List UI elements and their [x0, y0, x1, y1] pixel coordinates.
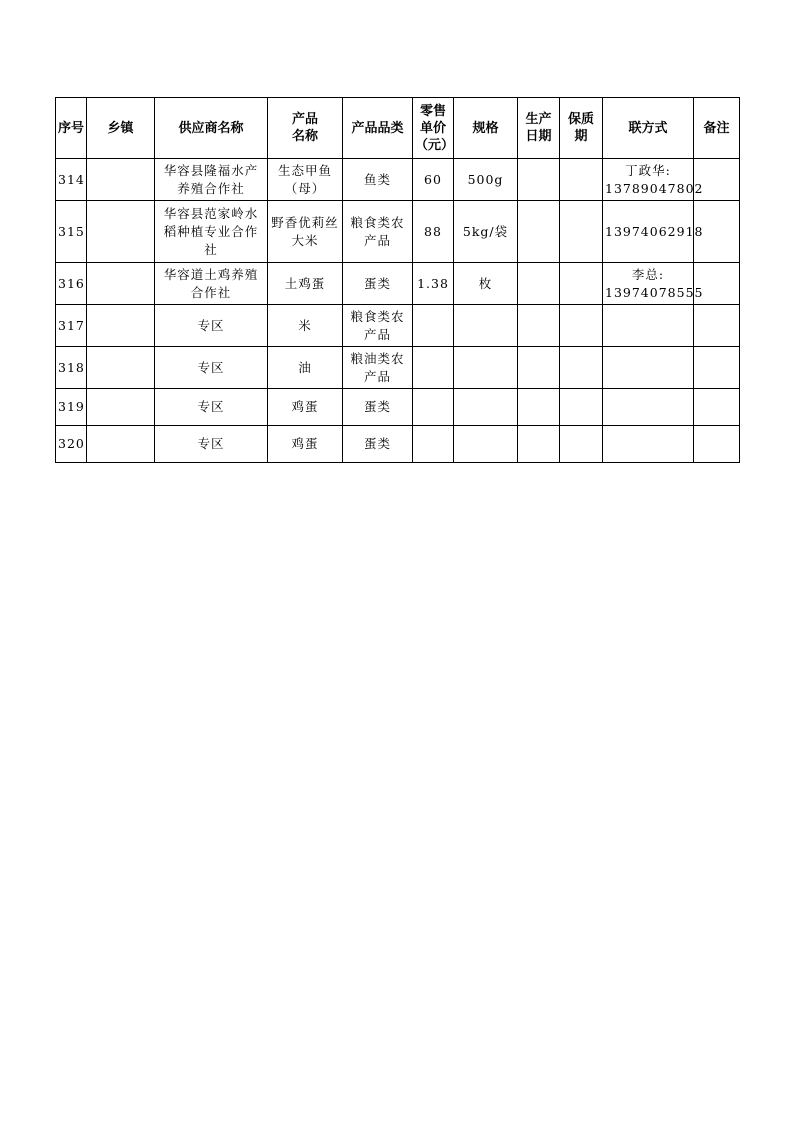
cell-prod-date — [518, 347, 560, 389]
cell-contact — [603, 389, 694, 426]
cell-supplier-line: 稻种植专业合作 — [163, 223, 259, 239]
cell-contact-line: 丁政华: — [625, 162, 671, 178]
cell-product-line: 鸡蛋 — [291, 399, 319, 414]
header-town: 乡镇 — [87, 98, 155, 159]
cell-contact — [603, 263, 704, 305]
table-row — [56, 201, 740, 263]
cell-price — [413, 305, 454, 347]
header-price-line: 单价 — [419, 120, 446, 136]
cell-category-line: 粮油类农 — [350, 350, 405, 366]
cell-category — [343, 347, 413, 389]
table-row — [56, 159, 740, 201]
header-shelf-life — [560, 98, 603, 159]
cell-product — [268, 305, 343, 347]
cell-category-line: 粮食类农 — [350, 214, 405, 230]
cell-product — [268, 159, 343, 201]
cell-product-line: 野香优莉丝 — [271, 214, 339, 230]
cell-supplier — [155, 305, 268, 347]
cell-category-line: 产品 — [363, 232, 391, 248]
cell-price — [413, 426, 454, 463]
cell-supplier-line: 专区 — [197, 359, 225, 375]
header-prod-date-line: 生产 — [525, 112, 552, 127]
cell-shelf-life — [560, 201, 603, 263]
cell-shelf-life — [560, 347, 603, 389]
cell-prod-date — [518, 305, 560, 347]
cell-price: 60 — [413, 159, 454, 201]
cell-town — [87, 201, 155, 263]
cell-product-line: 米 — [298, 317, 312, 333]
cell-prod-date — [518, 201, 560, 263]
table-row — [56, 389, 740, 426]
cell-seq: 316 — [56, 263, 87, 305]
cell-spec — [454, 305, 518, 347]
cell-category — [343, 263, 413, 305]
cell-product — [268, 347, 343, 389]
cell-prod-date — [518, 159, 560, 201]
header-shelf-life-line: 保质 — [567, 112, 594, 127]
cell-spec: 500g — [454, 159, 518, 201]
cell-remark — [694, 305, 740, 347]
cell-category — [343, 426, 413, 463]
cell-town — [87, 347, 155, 389]
cell-contact-line: 13974078555 — [605, 284, 704, 300]
cell-spec: 5kg/袋 — [454, 201, 518, 263]
table-row — [56, 347, 740, 389]
cell-contact — [603, 159, 704, 201]
cell-contact-line: 13974062918 — [605, 223, 704, 239]
cell-seq: 320 — [56, 426, 87, 463]
cell-supplier — [155, 426, 268, 463]
cell-seq: 314 — [56, 159, 87, 201]
cell-category-line: 鱼类 — [363, 171, 391, 187]
header-prod-date-line: 日期 — [525, 129, 552, 144]
cell-town — [87, 159, 155, 201]
cell-contact — [603, 347, 694, 389]
cell-supplier-line: 专区 — [197, 399, 225, 414]
cell-remark — [694, 426, 740, 463]
table-body — [56, 159, 740, 463]
cell-supplier-line: 华容县范家岭水 — [163, 205, 259, 221]
cell-seq: 317 — [56, 305, 87, 347]
cell-seq: 318 — [56, 347, 87, 389]
cell-category — [343, 159, 413, 201]
cell-supplier — [155, 347, 268, 389]
cell-shelf-life — [560, 159, 603, 201]
cell-prod-date — [518, 426, 560, 463]
header-product-name-line: 名称 — [291, 129, 318, 144]
header-product-name — [268, 98, 343, 159]
cell-contact-line: 13789047802 — [605, 180, 704, 196]
cell-supplier — [155, 201, 268, 263]
cell-prod-date — [518, 389, 560, 426]
cell-product — [268, 389, 343, 426]
cell-remark — [694, 389, 740, 426]
table-row — [56, 426, 740, 463]
cell-product — [268, 426, 343, 463]
cell-shelf-life — [560, 426, 603, 463]
cell-remark — [694, 347, 740, 389]
header-shelf-life-line: 期 — [574, 129, 588, 144]
cell-category — [343, 389, 413, 426]
cell-contact — [603, 426, 694, 463]
cell-product-line: 大米 — [291, 232, 319, 248]
header-price-line: 零售 — [419, 103, 446, 119]
header-price — [413, 98, 454, 159]
cell-shelf-life — [560, 305, 603, 347]
cell-product — [268, 263, 343, 305]
supplier-table — [55, 97, 740, 463]
header-seq: 序号 — [56, 98, 87, 159]
cell-category-line: 产品 — [363, 368, 391, 384]
cell-supplier-line: 华容县隆福水产 — [163, 162, 259, 178]
cell-category-line: 蛋类 — [363, 399, 391, 414]
table-row — [56, 305, 740, 347]
cell-supplier-line: 社 — [204, 241, 218, 257]
cell-product-line: 生态甲鱼 — [277, 162, 332, 178]
cell-contact — [603, 201, 704, 263]
cell-supplier-line: 专区 — [197, 436, 225, 451]
header-supplier: 供应商名称 — [155, 98, 268, 159]
cell-town — [87, 305, 155, 347]
cell-supplier-line: 华容道土鸡养殖 — [163, 266, 259, 282]
cell-category-line: 蛋类 — [363, 436, 391, 451]
cell-price — [413, 389, 454, 426]
cell-spec — [454, 389, 518, 426]
cell-spec — [454, 347, 518, 389]
cell-supplier — [155, 389, 268, 426]
header-remark: 备注 — [694, 98, 740, 159]
cell-price: 88 — [413, 201, 454, 263]
cell-supplier-line: 合作社 — [190, 284, 232, 300]
table-header-row — [56, 98, 740, 159]
header-spec: 规格 — [454, 98, 518, 159]
cell-price — [413, 347, 454, 389]
cell-supplier-line: 专区 — [197, 317, 225, 333]
cell-contact-line: 李总: — [631, 266, 665, 282]
cell-category — [343, 305, 413, 347]
cell-contact — [603, 305, 694, 347]
cell-spec — [454, 426, 518, 463]
header-product-name-line: 产品 — [291, 112, 318, 127]
header-contact: 联方式 — [603, 98, 694, 159]
cell-shelf-life — [560, 263, 603, 305]
cell-product-line: 土鸡蛋 — [284, 275, 326, 291]
header-prod-date — [518, 98, 560, 159]
cell-town — [87, 263, 155, 305]
cell-spec: 枚 — [454, 263, 518, 305]
cell-product-line: 油 — [298, 359, 312, 375]
cell-supplier — [155, 263, 268, 305]
cell-prod-date — [518, 263, 560, 305]
cell-seq: 315 — [56, 201, 87, 263]
cell-town — [87, 426, 155, 463]
cell-supplier — [155, 159, 268, 201]
cell-price: 1.38 — [413, 263, 454, 305]
cell-product — [268, 201, 343, 263]
cell-product-line: 鸡蛋 — [291, 436, 319, 451]
cell-product-line: （母） — [284, 180, 326, 196]
cell-supplier-line: 养殖合作社 — [177, 180, 245, 196]
cell-category-line: 粮食类农 — [350, 308, 405, 324]
cell-shelf-life — [560, 389, 603, 426]
cell-category — [343, 201, 413, 263]
cell-category-line: 蛋类 — [363, 275, 391, 291]
header-category: 产品品类 — [343, 98, 413, 159]
cell-town — [87, 389, 155, 426]
table-row — [56, 263, 740, 305]
cell-category-line: 产品 — [363, 326, 391, 342]
header-price-line: （元） — [415, 137, 455, 153]
cell-seq: 319 — [56, 389, 87, 426]
